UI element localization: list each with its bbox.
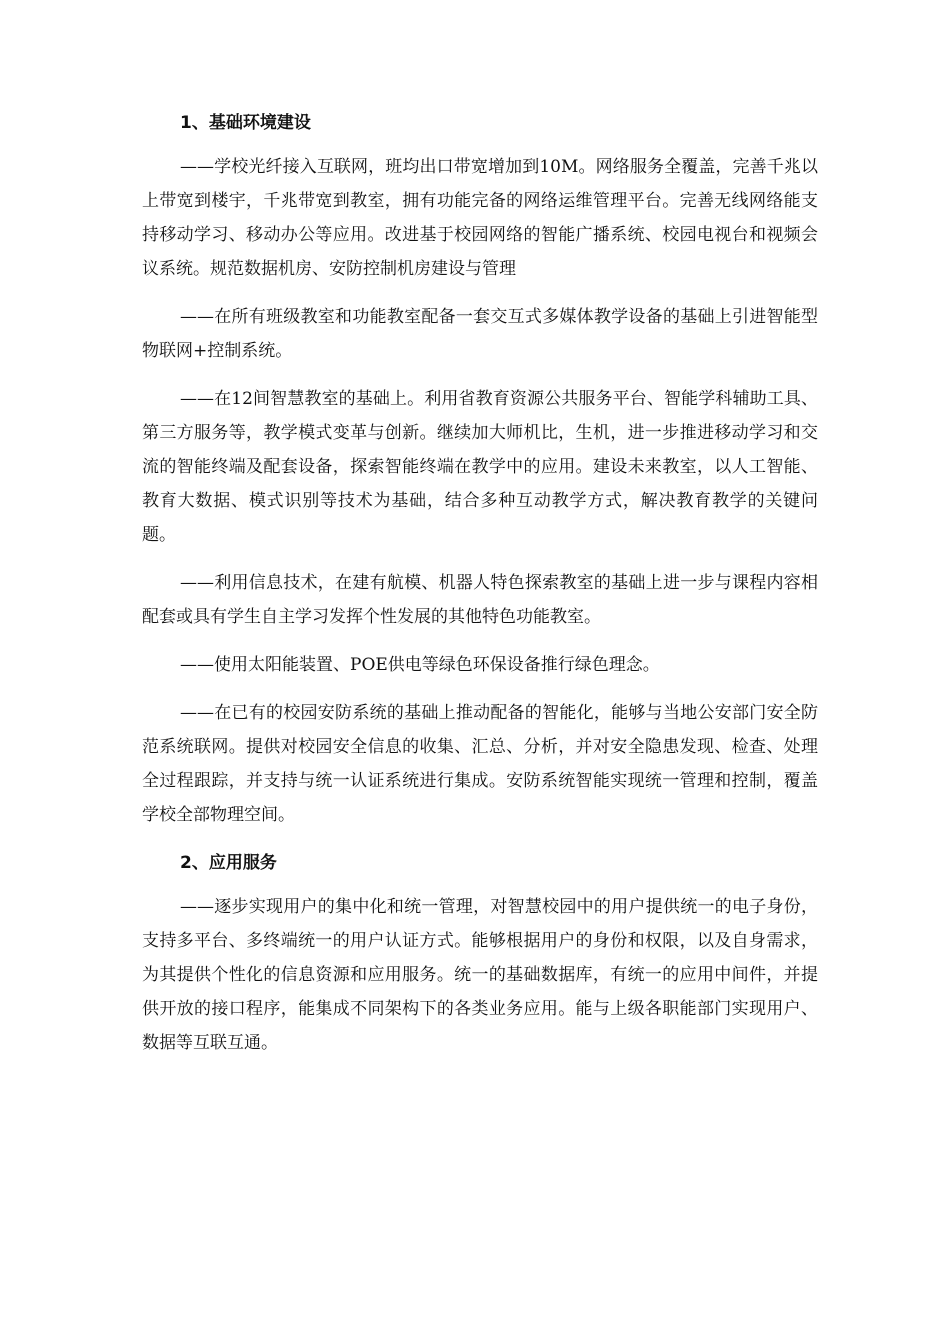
paragraph: ——在所有班级教室和功能教室配备一套交互式多媒体教学设备的基础上引进智能型物联网+控制系统。 — [142, 307, 818, 361]
section-heading: 2、应用服务 — [180, 853, 277, 873]
paragraph: ——在已有的校园安防系统的基础上推动配备的智能化，能够与当地公安部门安全防范系统联网。提供对校园安全信息的收集、汇总、分析，并对安全隐患发现、检查、处理全过程跟踪，并支持与统一认证系统进行集成。安防系统智能实现统一管理和控制，覆盖学校全部物理空间。 — [142, 703, 818, 825]
document-page — [142, 108, 818, 1074]
section-basic-environment — [142, 108, 818, 832]
paragraph: ——使用太阳能装置、POE供电等绿色环保设备推行绿色理念。 — [180, 655, 660, 675]
paragraph: ——在12间智慧教室的基础上。利用省教育资源公共服务平台、智能学科辅助工具、第三方服务等，教学模式变革与创新。继续加大师机比，生机，进一步推进移动学习和交流的智能终端及配套设备，探索智能终端在教学中的应用。建设未来教室，以人工智能、教育大数据、模式识别等技术为基础，结合多种互动教学方式，解决教育教学的关键问题。 — [142, 389, 818, 545]
paragraph: ——利用信息技术，在建有航模、机器人特色探索教室的基础上进一步与课程内容相配套或具有学生自主学习发挥个性发展的其他特色功能教室。 — [142, 573, 818, 627]
section-heading: 1、基础环境建设 — [180, 113, 311, 133]
paragraph: ——逐步实现用户的集中化和统一管理，对智慧校园中的用户提供统一的电子身份，支持多平台、多终端统一的用户认证方式。能够根据用户的身份和权限，以及自身需求，为其提供个性化的信息资源和应用服务。统一的基础数据库，有统一的应用中间件，并提供开放的接口程序，能集成不同架构下的各类业务应用。能与上级各职能部门实现用户、数据等互联互通。 — [142, 897, 818, 1053]
paragraph: ——学校光纤接入互联网，班均出口带宽增加到10M。网络服务全覆盖，完善千兆以上带宽到楼宇，千兆带宽到教室，拥有功能完备的网络运维管理平台。完善无线网络能支持移动学习、移动办公等应用。改进基于校园网络的智能广播系统、校园电视台和视频会议系统。规范数据机房、安防控制机房建设与管理 — [142, 157, 818, 279]
section-application-services — [142, 848, 818, 1060]
